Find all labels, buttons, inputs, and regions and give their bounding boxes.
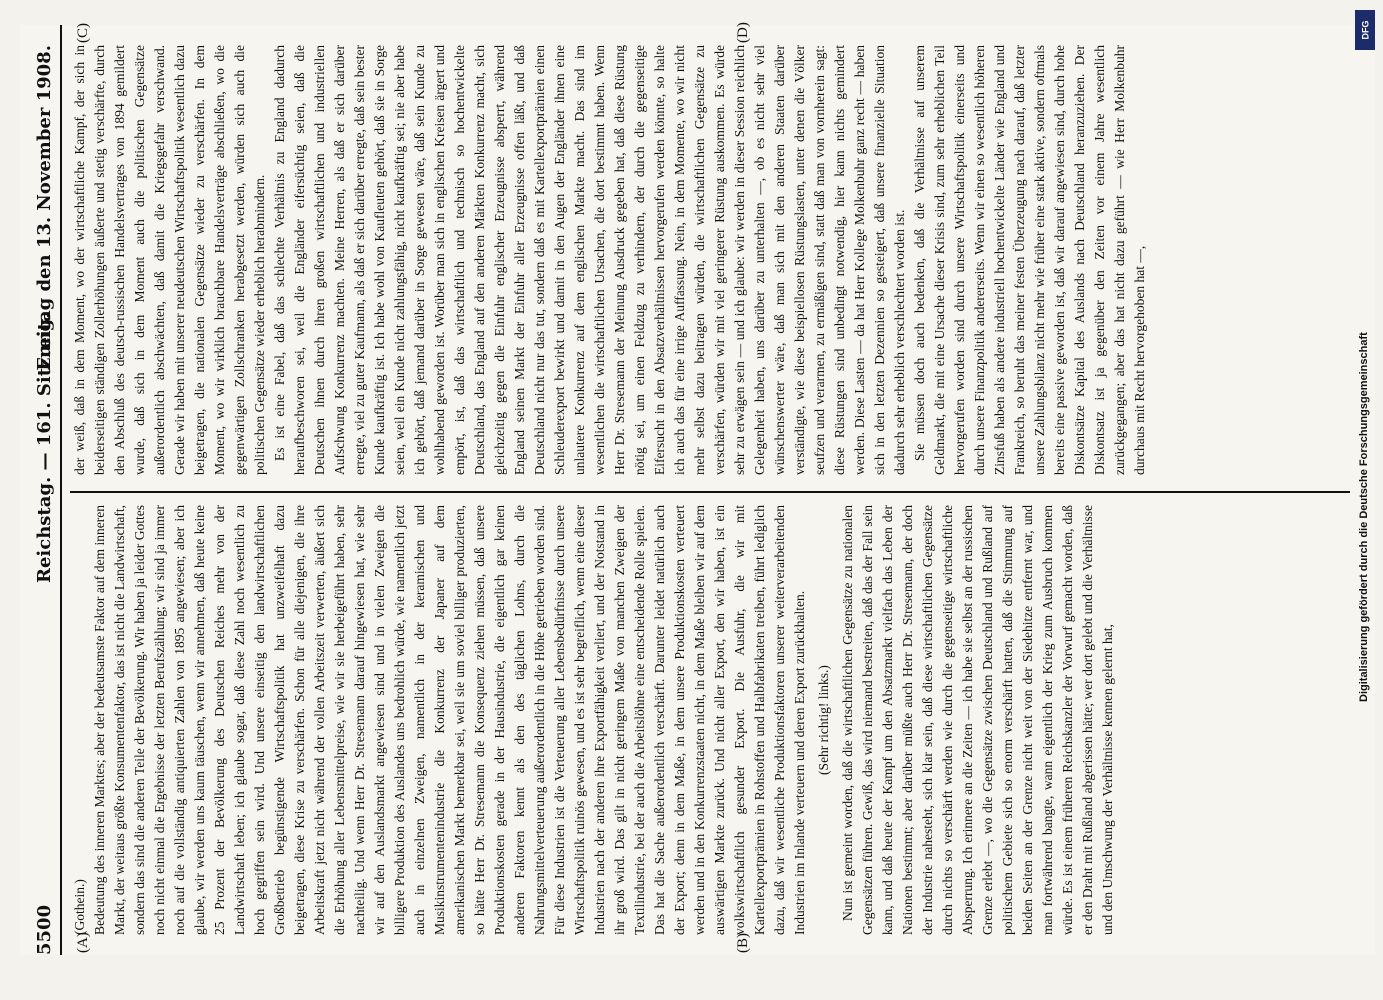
left-text-column: [70, 505, 1350, 935]
session-title: Reichstag. — 161. Sitzung.: [34, 312, 55, 583]
rotated-document-page: [20, 22, 1375, 955]
paragraph: Sie müssen doch auch bedenken, daß die Verhältnisse auf unserem Geldmarkt, die mit eine Ursache dieser Krisis sind, zum sehr erheblichen Teil hervorgerufen worden sind durch unsere Wirtschaftspolitik einerseits und durch unsere Finanzpolitik andererseits. Wenn wir einen so wesentlich höheren Zinsfuß haben als andere industriell hochentwickelte Länder wie England und Frankreich, so beruht das meiner festen Überzeugung nach darauf, daß letzter unsere Zahlungsbilanz nicht mehr wie früher eine stark aktive, sondern oftmals bereits eine passive geworden ist, daß wir darauf angewiesen sind, durch hohe Diskontsätze Kapital des Auslands nach Deutschland heranzuziehen. Der Diskontsatz ist ja gegenüber den Zeiten vor einem Jahre wesentlich zurückgegangen; aber das hat nicht dazu geführt — wie Herr Molkenbuhr durchaus mit Recht hervorgehoben hat —,: [912, 45, 1147, 475]
margin-marker-c: (C): [75, 23, 91, 43]
column-divider: [70, 491, 1350, 493]
dfg-logo-text: DFG: [1360, 20, 1370, 40]
margin-marker-a: (A): [75, 932, 91, 953]
paragraph: Nun ist gemeint worden, daß die wirtschaftlichen Gegensätze zu nationalen Gegensätzen führen. Gewiß, das wird niemand bestreiten, daß das der Fall sein kann, und daß heute der Kampf um den Absatzmarkt vielfach das Leben der Nationen bestimmt; aber darüber müßte auch Herr Dr. Stresemann, der doch der Industrie nahesteht, sich klar sein, daß diese wirtschaftlichen Gegensätze durch nichts so verschärft werden wie durch die gegenseitige wirtschaftliche Absperrung. Ich erinnere an die Zeiten — ich habe sie selbst an der russischen Grenze erlebt —, wo die Gegensätze zwischen Deutschland und Rußland auf politischem Gebiete sich so enorm verschärft hatten, daß die Stimmung auf beiden Seiten an der Grenze nicht weit von der Siedehitze entfernt war, und man fortwährend bangte, wann eigentlich der Krieg zum Ausbruch kommen würde. Es ist einem früheren Reichskanzler der Vorwurf gemacht worden, daß er den Draht mit Rußland abgerissen hätte; wer dort gelebt und die Verhältnisse und den Umschwung der Verhältnisse kennen gelernt hat,: [840, 505, 1115, 935]
paragraph: Es ist eine Fabel, daß das schlechte Verhältnis zu England dadurch heraufbeschworen sei, weil die Engländer eifersüchtig seien, daß die Deutschen ihnen durch ihren großen wirtschaftlichen und industriellen Aufschwung Konkurrenz machten. Meine Herren, als daß er sich darüber erregte, viel zu guter Kaufmann, als daß er sich darüber erregte, daß sein bester Kunde kaufkräftig ist. Ich habe wohl von Kaufleuten gehört, daß sie in Sorge seien, weil ein Kunde nicht zahlungsfähig, nicht kaufkräftig sei; nie aber habe ich gehört, daß jemand darüber in Sorge gewesen wäre, daß sein Kunde zu wohlhabend geworden ist. Worüber man sich in englischen Kreisen ärgert und empört, ist, daß das wirtschaftlich und technisch so hochentwickelte Deutschland, das England auf den anderen Märkten Konkurrenz macht, sich gleichzeitig gegen die Einfuhr englischer Erzeugnisse absperrt, während England seinen Markt der Einfuhr aller Erzeugnisse offen läßt, und daß Deutschland nicht nur das tut, sondern daß es mit Kartellexportprämien einen Schleuderexport bewirkt und damit in den Augen der Engländer ihnen eine unlautere Konkurrenz auf dem englischen Markte macht. Das sind im wesentlichen die wirtschaftlichen Ursachen, die dort bestimmt haben. Wenn Herr Dr. Stresemann der Meinung Ausdruck gegeben hat, daß diese Rüstung nötig sei, um einen Feldzug zu verhindern, der durch die gegenseitige Eifersucht in den Absatzverhältnissen hervorgerufen werden könnte, so halte ich auch das für eine irrige Auffassung. Nein, in dem Momente, wo wir nicht mehr selbst dazu beitragen würden, die wirtschaftlichen Gegensätze zu verschärfen, würden wir mit viel geringerer Rüstung auskommen. Es würde sehr zu erwägen sein — und ich glaube: wir werden in dieser Session reichlich Gelegenheit haben, uns darüber zu unterhalten —, ob es nicht sehr viel wünschenswerter wäre, daß man sich mit den anderen Staaten darüber verständigte, wie diese beispiellosen Rüstungslasten, unter denen die Völker seufzen und verarmen, zu ermäßigen sind, statt daß man von vornherein sagt: diese Rüstungen sind unbedingt notwendig, hier kann nichts gemindert werden. Diese Lasten — da hat Herr Kollege Molkenbuhr ganz recht — haben sich in den letzten Dezennien so gesteigert, daß unsere finanzielle Situation dadurch sehr erheblich verschlechtert worden ist.: [272, 45, 907, 475]
paragraph: Bedeutung des inneren Marktes; aber der bedeutsamste Faktor auf dem inneren Markt, der weitaus größte Konsumentenfaktor, das ist nicht die Landwirtschaft, sondern das sind die anderen Teile der Bevölkerung. Wir haben ja leider Gottes noch nicht einmal die Ergebnisse der letzten Berufszählung; wir sind ja immer noch auf die vollständig antiquierten Zahlen von 1895 angewiesen; aber ich glaube, wir werden uns kaum täuschen, wenn wir annehmen, daß heute keine 25 Prozent der Bevölkerung des Deutschen Reiches mehr von der Landwirtschaft leben; ich glaube sogar, daß diese Zahl noch wesentlich zu hoch gegriffen sein wird. Und unsere einseitig den landwirtschaftlichen Großbetrieb begünstigende Wirtschaftspolitik hat unzweifelhaft dazu beigetragen, diese Krise zu verschärfen. Schon für alle diejenigen, die ihre Arbeitskraft jetzt nicht während der vollen Arbeitszeit verwerten, äußert sich die Erhöhung aller Lebensmittelpreise, wie wir sie herbeigeführt haben, sehr nachteilig. Und wenn Herr Dr. Stresemann darauf hingewiesen hat, wie sehr wir auf den Auslandsmarkt angewiesen sind und in vielen Zweigen die billigere Produktion des Auslandes uns bedrohlich würde, wie namentlich jetzt auch in einzelnen Zweigen, namentlich in der keramischen und Musikinstrumentenindustrie die Konkurrenz der Japaner auf dem amerikanischen Markt bemerkbar sei, weil sie um soviel billiger produzierten, so hätte Herr Dr. Stresemann die Konsequenz ziehen müssen, daß unsere Produktionskosten gerade in der Hausindustrie, die eigentlich gar keinen anderen Faktoren kennt als den des täglichen Lohns, durch die Nahrungsmittelverteuerung außerordentlich in die Höhe getrieben worden sind. Für diese Industrien ist die Verteuerung aller Lebensbedürfnisse durch unsere Wirtschaftspolitik ruinös gewesen, und es ist sehr begreiflich, wenn eine dieser Industrien nach der anderen ihre Exportfähigkeit verliert, und der Notstand in ihr groß wird. Das gilt in nicht geringem Maße von manchen Zweigen der Textilindustrie, bei der auch die Arbeitslöhne eine entscheidende Rolle spielen. Das hat die Sache außerordentlich verschärft. Darunter leidet natürlich auch der Export; denn in dem Maße, in dem unsere Produktionskosten verteuert werden und in den Konkurrenzstaaten nicht, in dem Maße bleiben wir auf dem auswärtigen Markte zurück. Und nicht aller Export, den wir haben, ist ein volkswirtschaftlich gesunder Export. Die Ausfuhr, die wir mit Kartellexportprämien in Rohstoffen und Halbfabrikaten treiben, führt lediglich dazu, daß wir wesentliche Produktionsfaktoren unserer weiterverarbeitenden Industrien im Inlande verteuern und deren Export zurückhalten.: [92, 505, 807, 935]
digitization-note: [1350, 12, 1378, 702]
margin-marker-d: (D): [735, 22, 751, 43]
page-header: [20, 25, 62, 955]
right-text-column: [70, 45, 1350, 475]
page-number: 5500: [34, 904, 55, 955]
digitization-note-text: Digitalisierung gefördert durch die Deutsche Forschungsgemeinschaft: [1358, 332, 1370, 702]
paragraph: der weiß, daß in dem Moment, wo der wirtschaftliche Kampf, der sich in beiderseitigen ständigen Zollerhöhungen äußerte und stetig verschärfte, durch den Abschluß des deutsch-russischen Handelsvertrages von 1894 gemildert wurde, daß sich in dem Moment auch die politischen Gegensätze außerordentlich abschwächten, daß damit die Kriegsgefahr verschwand. Gerade wir haben mit unserer neudeutschen Wirtschaftspolitik wesentlich dazu beigetragen, die nationalen Gegensätze wieder zu verschärfen. In dem Moment, wo wir wirklich brauchbare Handelsverträge abschließen, wo die gegenwärtigen Zollschranken herabgesetzt werden, würden sich auch die politischen Gegensätze wieder erheblich herabmindern.: [72, 45, 267, 475]
interjection: (Sehr richtig! links.): [816, 665, 831, 775]
session-date: Freitag den 13. November 1908.: [34, 45, 55, 371]
speaker-name: (Gothein.): [72, 879, 87, 935]
margin-marker-b: (B): [735, 933, 751, 953]
